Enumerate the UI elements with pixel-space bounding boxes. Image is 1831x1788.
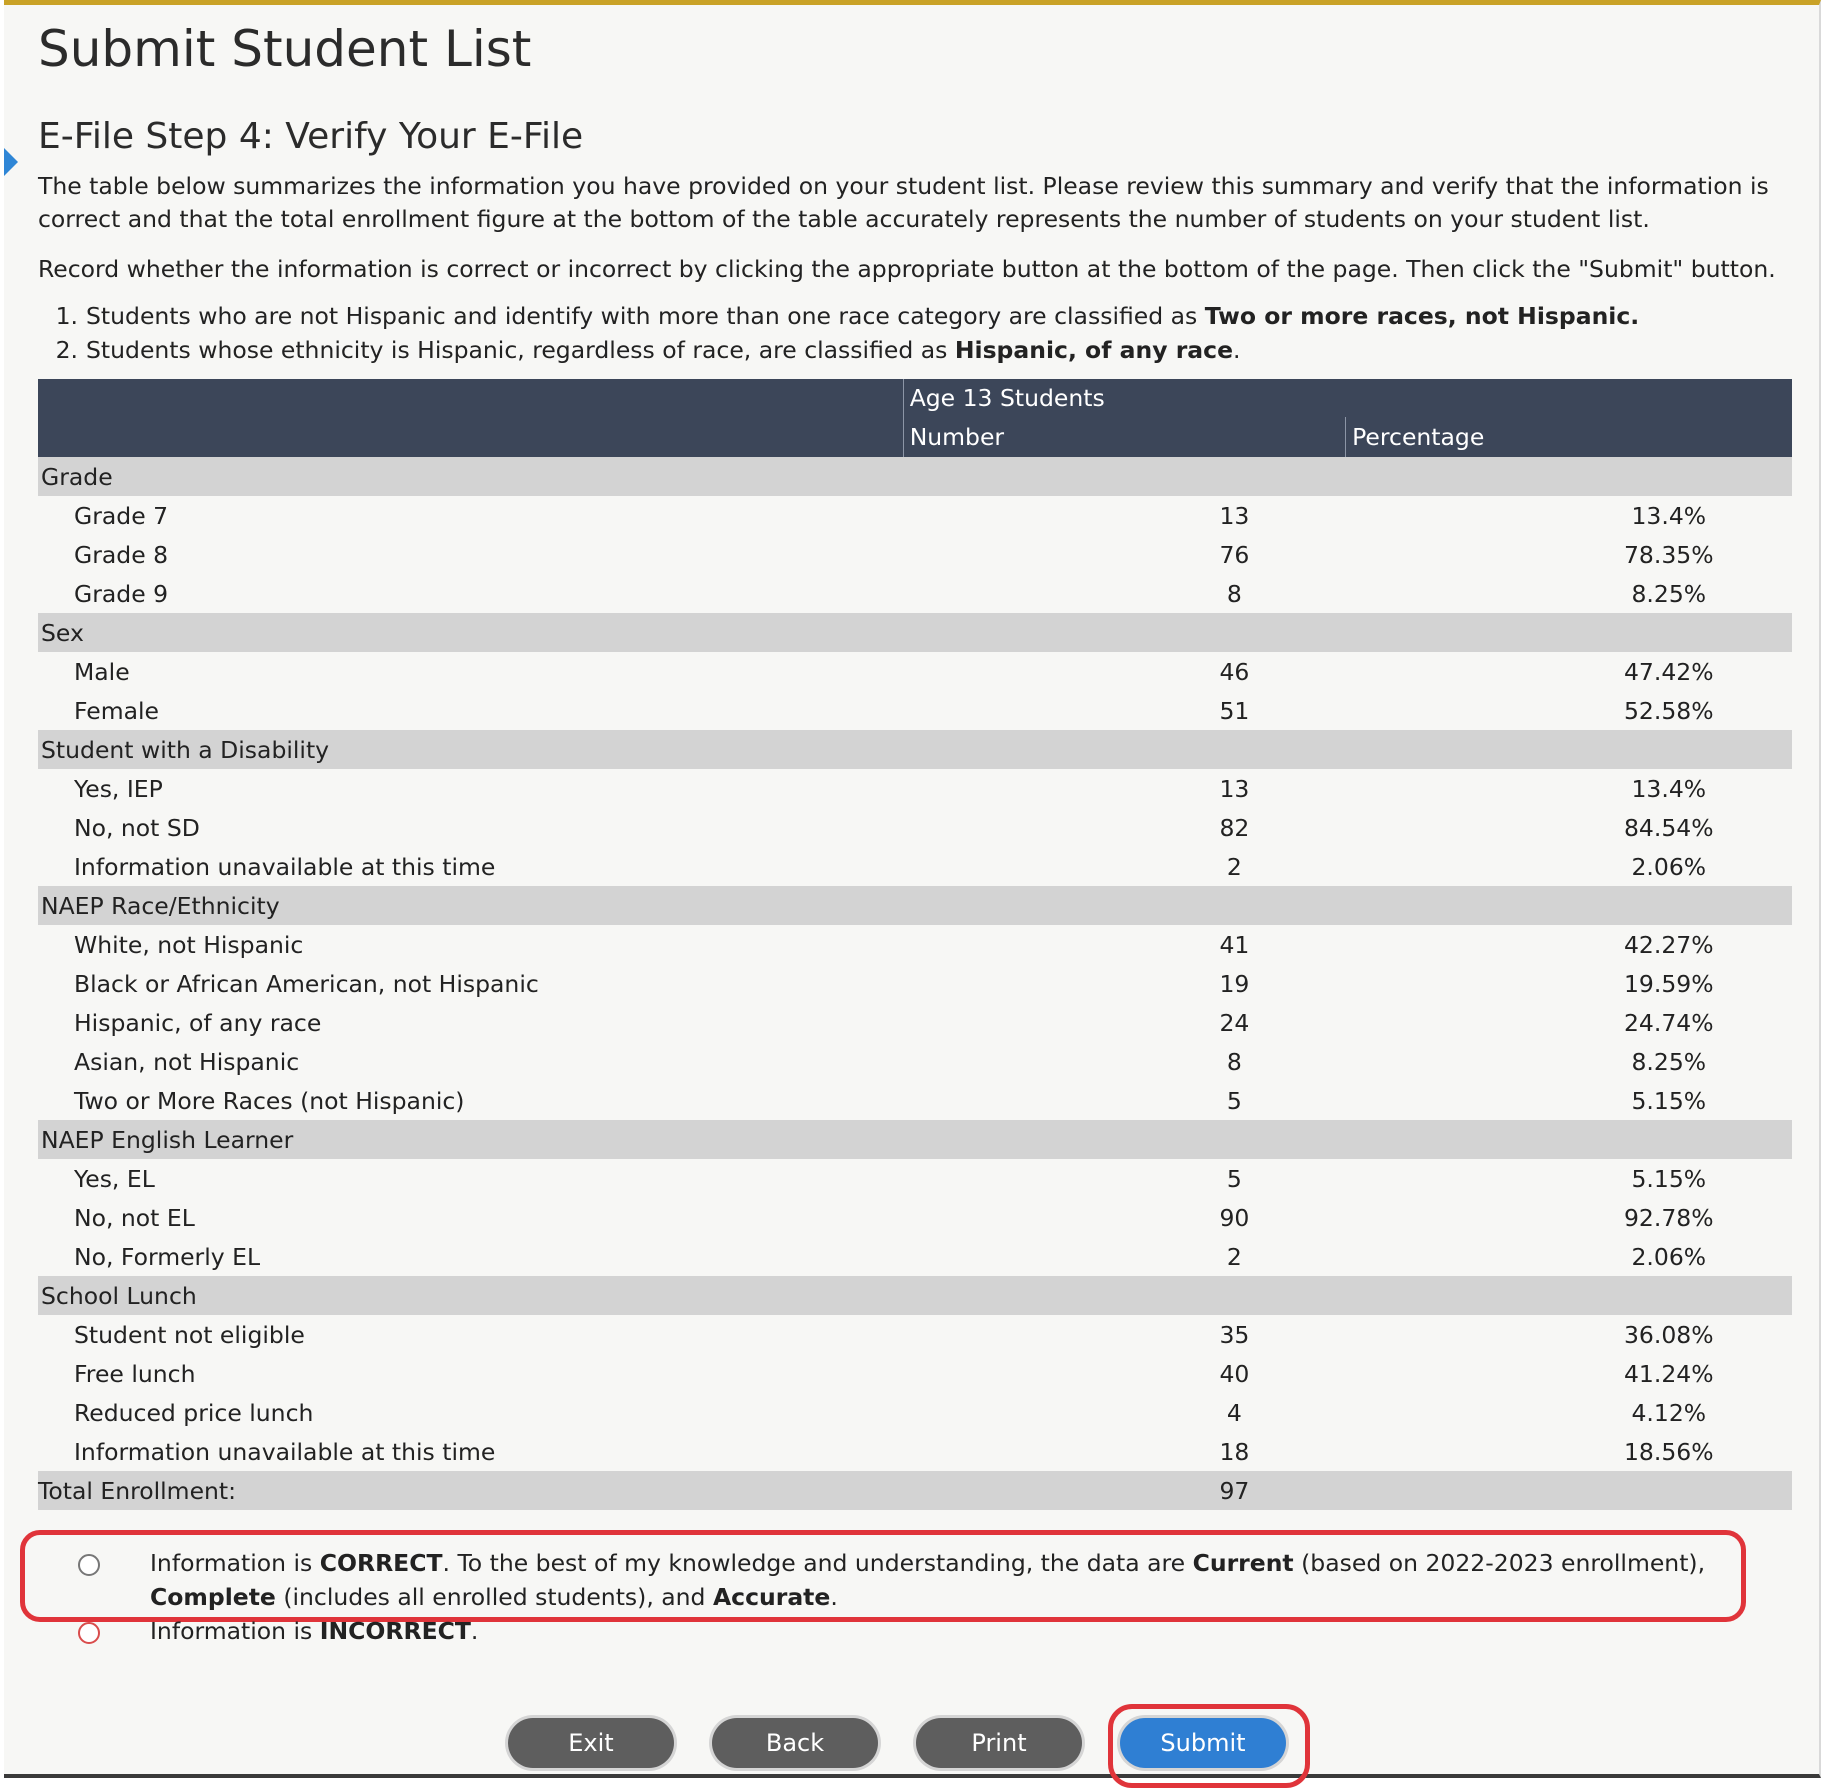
back-button[interactable]: Back <box>712 1718 878 1768</box>
correct-option[interactable] <box>38 1546 1738 1614</box>
section-title: Sex <box>38 613 1792 652</box>
label-bold: Accurate <box>712 1583 831 1611</box>
note-text-end: . <box>1233 336 1241 364</box>
table-row <box>38 1354 1792 1393</box>
total-label: Total Enrollment: <box>38 1471 903 1510</box>
section-title: Grade <box>38 457 1792 496</box>
note-number: 2. <box>55 336 78 364</box>
table-row <box>38 1003 1792 1042</box>
note-number: 1. <box>55 302 78 330</box>
table-row <box>38 1315 1792 1354</box>
row-label: Two or More Races (not Hispanic) <box>74 1086 465 1115</box>
table-row <box>38 1432 1792 1471</box>
row-label: Information unavailable at this time <box>74 852 496 881</box>
section-header-row <box>38 1120 1792 1159</box>
verification-radio-group <box>38 1546 1738 1648</box>
step-marker-icon <box>4 148 18 176</box>
correct-option-label <box>150 1549 1705 1611</box>
row-percentage: 36.08% <box>1623 1320 1714 1349</box>
row-label: No, Formerly EL <box>74 1242 261 1271</box>
label-part: (based on 2022-2023 enrollment), <box>1293 1549 1706 1577</box>
row-percentage: 8.25% <box>1631 1047 1707 1076</box>
incorrect-radio[interactable] <box>78 1622 100 1644</box>
intro-text: The table below summarizes the information you have provided on your student list. Please review this summary and verify that the information is correct and that the total enrollment figure at the bottom of the table accurately represents the number of students on your student list. <box>38 172 1769 233</box>
table-row <box>38 691 1792 730</box>
note-text <box>86 333 1241 367</box>
row-number: 51 <box>1219 696 1250 725</box>
label-bold: Current <box>1192 1549 1294 1577</box>
row-label: Reduced price lunch <box>74 1398 314 1427</box>
table-row <box>38 1198 1792 1237</box>
step-title: E-File Step 4: Verify Your E-File <box>38 116 584 157</box>
row-number: 19 <box>1219 969 1250 998</box>
section-title: NAEP Race/Ethnicity <box>38 886 1792 925</box>
note-text-bold: Two or more races, not Hispanic <box>1204 302 1631 330</box>
row-percentage: 2.06% <box>1631 852 1707 881</box>
row-number: 13 <box>1219 774 1250 803</box>
row-percentage: 24.74% <box>1623 1008 1714 1037</box>
header-number: Number <box>903 417 1345 457</box>
table-row <box>38 1237 1792 1276</box>
row-label: Free lunch <box>74 1359 196 1388</box>
row-label: Information unavailable at this time <box>74 1437 496 1466</box>
exit-button[interactable]: Exit <box>508 1718 674 1768</box>
label-part: (includes all enrolled students), and <box>275 1583 713 1611</box>
row-number: 82 <box>1219 813 1250 842</box>
classification-notes <box>38 299 1639 367</box>
label-bold: INCORRECT <box>319 1617 471 1645</box>
row-label: Black or African American, not Hispanic <box>74 969 539 998</box>
table-row <box>38 652 1792 691</box>
section-title: NAEP English Learner <box>38 1120 1792 1159</box>
total-percentage-blank <box>1346 1471 1792 1510</box>
row-number: 5 <box>1226 1164 1242 1193</box>
row-percentage: 47.42% <box>1623 657 1714 686</box>
row-label: Student not eligible <box>74 1320 305 1349</box>
row-label: Grade 9 <box>74 579 169 608</box>
row-number: 8 <box>1226 579 1242 608</box>
section-title: School Lunch <box>38 1276 1792 1315</box>
row-percentage: 78.35% <box>1623 540 1714 569</box>
row-number: 18 <box>1219 1437 1250 1466</box>
table-row <box>38 1393 1792 1432</box>
section-header-row <box>38 730 1792 769</box>
note-text-plain: Students whose ethnicity is Hispanic, regardless of race, are classified as <box>86 336 955 364</box>
row-number: 8 <box>1226 1047 1242 1076</box>
label-part: . <box>470 1617 479 1645</box>
row-number: 4 <box>1226 1398 1242 1427</box>
incorrect-option-label <box>150 1617 478 1645</box>
total-number: 97 <box>903 1471 1345 1510</box>
row-label: Hispanic, of any race <box>74 1008 322 1037</box>
row-number: 35 <box>1219 1320 1250 1349</box>
instruction-text: Record whether the information is correct or incorrect by clicking the appropriate button at the bottom of the page. Then click the "Submit" button. <box>38 255 1776 283</box>
table-row <box>38 1159 1792 1198</box>
table-row <box>38 964 1792 1003</box>
row-number: 24 <box>1219 1008 1250 1037</box>
row-percentage: 4.12% <box>1631 1398 1707 1427</box>
row-number: 2 <box>1226 852 1242 881</box>
print-button[interactable]: Print <box>916 1718 1082 1768</box>
row-label: No, not EL <box>74 1203 195 1232</box>
label-part: . <box>830 1583 838 1611</box>
row-label: No, not SD <box>74 813 200 842</box>
table-row <box>38 808 1792 847</box>
table-header-row <box>38 379 1792 417</box>
row-percentage: 5.15% <box>1631 1086 1707 1115</box>
table-row <box>38 847 1792 886</box>
section-title: Student with a Disability <box>38 730 1792 769</box>
row-number: 2 <box>1226 1242 1242 1271</box>
row-number: 76 <box>1219 540 1250 569</box>
summary-table-container <box>38 379 1792 1510</box>
row-number: 90 <box>1219 1203 1250 1232</box>
row-number: 40 <box>1219 1359 1250 1388</box>
row-percentage: 18.56% <box>1623 1437 1714 1466</box>
incorrect-option[interactable] <box>38 1614 1738 1648</box>
note-text-plain: Students who are not Hispanic and identify with more than one race category are classified as <box>86 302 1205 330</box>
submit-highlight-annotation <box>1108 1704 1310 1788</box>
note-text <box>86 299 1639 333</box>
row-number: 13 <box>1219 501 1250 530</box>
correct-radio[interactable] <box>78 1554 100 1576</box>
page-title: Submit Student List <box>38 20 532 78</box>
table-row <box>38 769 1792 808</box>
table-row <box>38 496 1792 535</box>
section-header-row <box>38 1276 1792 1315</box>
row-percentage: 8.25% <box>1631 579 1707 608</box>
note-text-bold: Hispanic, of any race <box>954 336 1234 364</box>
note-item <box>38 333 1639 367</box>
table-row <box>38 574 1792 613</box>
section-header-row <box>38 886 1792 925</box>
row-label: Yes, IEP <box>74 774 163 803</box>
row-label: Grade 7 <box>74 501 169 530</box>
row-percentage: 2.06% <box>1631 1242 1707 1271</box>
table-row <box>38 925 1792 964</box>
label-part: . To the best of my knowledge and understanding, the data are <box>442 1549 1193 1577</box>
table-row <box>38 535 1792 574</box>
row-number: 46 <box>1219 657 1250 686</box>
row-percentage: 41.24% <box>1623 1359 1714 1388</box>
row-label: Grade 8 <box>74 540 169 569</box>
table-body <box>38 457 1792 1510</box>
row-label: Yes, EL <box>74 1164 155 1193</box>
label-part: Information is <box>150 1549 320 1577</box>
total-row <box>38 1471 1792 1510</box>
row-label: Male <box>74 657 130 686</box>
header-blank-cell <box>38 379 903 457</box>
row-percentage: 52.58% <box>1623 696 1714 725</box>
note-item <box>38 299 1639 333</box>
table-row <box>38 1081 1792 1120</box>
header-percentage: Percentage <box>1346 417 1792 457</box>
label-bold: Complete <box>150 1583 276 1611</box>
note-text-end: . <box>1630 302 1640 330</box>
row-number: 41 <box>1219 930 1250 959</box>
row-percentage: 84.54% <box>1623 813 1714 842</box>
row-number: 5 <box>1226 1086 1242 1115</box>
row-label: Female <box>74 696 159 725</box>
row-percentage: 19.59% <box>1623 969 1714 998</box>
submit-button[interactable]: Submit <box>1120 1718 1286 1768</box>
row-label: Asian, not Hispanic <box>74 1047 300 1076</box>
row-percentage: 42.27% <box>1623 930 1714 959</box>
header-age-group: Age 13 Students <box>903 379 1792 417</box>
label-part: Information is <box>150 1617 320 1645</box>
row-percentage: 5.15% <box>1631 1164 1707 1193</box>
section-header-row <box>38 613 1792 652</box>
row-label: White, not Hispanic <box>74 930 304 959</box>
label-bold: CORRECT <box>319 1549 443 1577</box>
summary-table <box>38 379 1792 1510</box>
table-row <box>38 1042 1792 1081</box>
row-percentage: 92.78% <box>1623 1203 1714 1232</box>
section-header-row <box>38 457 1792 496</box>
row-percentage: 13.4% <box>1631 501 1707 530</box>
row-percentage: 13.4% <box>1631 774 1707 803</box>
